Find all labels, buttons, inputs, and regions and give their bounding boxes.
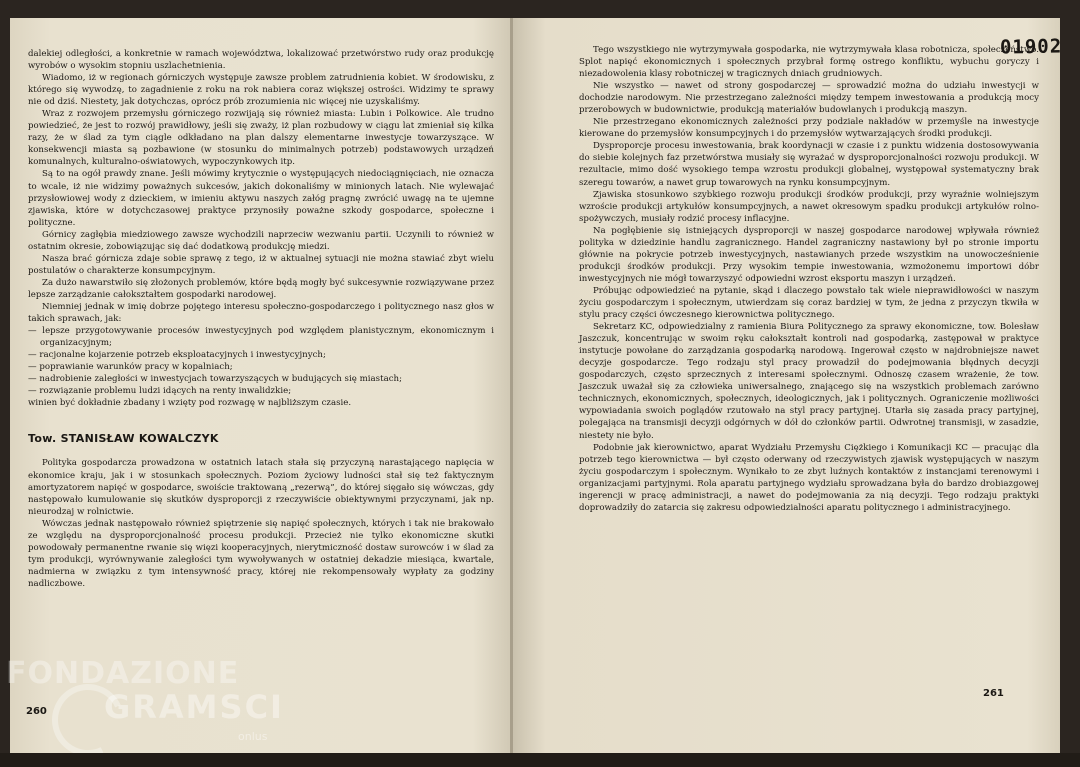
list-item: — lepsze przygotowywanie procesów inwestycyjnych pod względem planistycznym, ekonomicznym i organizacyjnym; <box>28 325 494 349</box>
paragraph: Dysproporcje procesu inwestowania, brak koordynacji w czasie i z punktu widzenia dostosowywania do siebie kolejnych faz przetwórstwa musiały się wyrażać w dysproporcjonalności rozwoju produkcji. W rezultacie, mimo dość wysokiego tempa wzrostu produkcji globalnej, występował systematyczny brak szeregu towarów, a nawet grup towarowych na rynku konsumpcyjnym. <box>579 141 1039 188</box>
paragraph: Tego wszystkiego nie wytrzymywała gospodarka, nie wytrzymywała klasa robotnicza, społeczeństwo. Splot napięć ekonomicznych i społecznych przybrał formę ostrego konfliktu, wybuchu goryczy i niezadowolenia klasy robotniczej w tragicznych dniach grudniowych. <box>579 45 1039 80</box>
list-item: — poprawianie warunków pracy w kopalniach; <box>28 361 494 373</box>
right-page <box>513 18 1060 753</box>
paragraph: Nie przestrzegano ekonomicznych zależności przy podziale nakładów w przemyśle na inwestycje kierowane do przemysłów konsumpcyjnych i do przemysłów wytwarzających środki produkcji. <box>579 117 1039 140</box>
right-page-number: 261 <box>983 688 1004 699</box>
paragraph: Niemniej jednak w imię dobrze pojętego interesu społeczno-gospodarczego i politycznego nasz głos w takich sprawach, jak: <box>28 301 494 325</box>
paragraph: Zjawiska stosunkowo szybkiego rozwoju produkcji środków produkcji, przy wyraźnie wolniejszym wzroście produkcji artykułów konsumpcyjnych, a nawet okresowym spadku produkcji artykułów rolno-spożywczych, musiały rodzić procesy inflacyjne. <box>579 189 1039 224</box>
demands-list <box>28 325 494 397</box>
background-edge <box>0 753 1080 767</box>
paragraph: Są to na ogół prawdy znane. Jeśli mówimy krytycznie o występujących niedociągnięciach, nie oznacza to wcale, iż nie widzimy poważnych sukcesów, jakich dokonaliśmy w minionych latach. Nie wylewajać przysłowiowej wody z dzieckiem, w imieniu aktywu naszych załóg pragnę zwrócić uwagę na te ujemne zjawiska, które w dotychczasowej praktyce przynosiły poważne szkody gospodarce, społeczne i polityczne. <box>28 169 494 228</box>
book-spread <box>10 18 1060 753</box>
left-page-text <box>28 48 494 590</box>
list-item: — racjonalne kojarzenie potrzeb eksploatacyjnych i inwestycyjnych; <box>28 349 494 361</box>
watermark-line1: FONDAZIONE <box>6 656 240 691</box>
left-page-number: 260 <box>26 706 47 717</box>
paragraph: Próbując odpowiedzieć na pytanie, skąd i dlaczego powstało tak wiele nieprawidłowości w naszym życiu gospodarczym i społecznym, utwierdzam się coraz bardziej w tym, że jedna z przyczyn tkwiła w stylu pracy części ówczesnego kierownictwa politycznego. <box>579 285 1039 321</box>
right-page-text <box>579 44 1039 514</box>
paragraph: Wiadomo, iż w regionach górniczych występuje zawsze problem zatrudnienia kobiet. W środowisku, z którego się wywodzę, to zagadnienie z roku na rok nabiera coraz większej ostrości. Widzimy te sprawy nie od dziś. Niestety, jak dotychczas, oprócz prób zrozumienia nic więcej nie uzyskaliśmy. <box>28 73 494 108</box>
paragraph: Na pogłębienie się istniejących dysproporcji w naszej gospodarce narodowej wpływała również polityka w dziedzinie handlu zagranicznego. Handel zagraniczny nastawiony był po stronie importu głównie na pokrycie potrzeb inwestycyjnych, nastawianych przede wszystkim na unowocześnienie produkcji środków produkcji. Przy wysokim tempie inwestowania, wzmożonemu importowi dóbr inwestycyjnych nie mógł towarzyszyć odpowiedni wzrost eksportu maszyn i urządzeń. <box>579 225 1039 284</box>
list-item: — rozwiązanie problemu ludzi idących na renty inwalidzkie; <box>28 385 494 397</box>
left-page <box>10 18 513 753</box>
watermark-line3: onlus <box>238 730 268 743</box>
paragraph: Nie wszystko — nawet od strony gospodarczej — sprowadzić można do udziału inwestycji w dochodzie narodowym. Nie przestrzegano zależności między tempem inwestowania a produkcją mocy przerobowych w budownictwie, produkcją materiałów budowlanych i produkcją maszyn. <box>579 81 1039 116</box>
paragraph: Górnicy zagłębia miedziowego zawsze wychodzili naprzeciw wezwaniu partii. Uczynili to również w ostatnim okresie, zobowiązując się dać dodatkową produkcję miedzi. <box>28 229 494 252</box>
closing-line: winien być dokładnie zbadany i wzięty pod rozwagę w najbliższym czasie. <box>28 398 352 409</box>
archive-number-stamp: 01902 <box>999 35 1063 59</box>
paragraph: Wówczas jednak następowało również spiętrzenie się napięć społecznych, których i tak nie brakowało ze względu na dysproporcjonalność procesu produkcji. Przecież nie tylko ekonomiczne skutki powodowały permanentne rwanie się więzi kooperacyjnych, nierytmiczność dostaw surowców i w ślad za tym produkcji, wyrównywanie zaległości tym wywoływanych w ostatniej dekadzie miesiąca, kwartale, nadmierna w związku z tym intensywność pracy, której nie rekompensowały wypłaty za godziny nadliczbowe. <box>28 518 494 589</box>
list-item: — nadrobienie zaległości w inwestycjach towarzyszących w budujących się miastach; <box>28 373 494 385</box>
speaker-name: STANISŁAW KOWALCZYK <box>60 432 219 446</box>
paragraph: Podobnie jak kierownictwo, aparat Wydziału Przemysłu Ciężkiego i Komunikacji KC — pracując dla potrzeb tego kierownictwa — był często oderwany od rzeczywistych zjawisk występujących w naszym życiu gospodarczym i społecznym. Wynikało to ze zbyt luźnych kontaktów z instancjami terenowymi i organizacjami partyjnymi. Rola aparatu partyjnego wydziału sprowadzana była do bardzo drobiazgowej ingerencji w pracę administracji, a nawet do podejmowania za nią decyzji. Tego rodzaju praktyki doprowadziły do zatarcia się zakresu odpowiedzialności aparatu politycznego i administracyjnego. <box>579 442 1039 513</box>
watermark-line2: GRAMSCI <box>104 688 284 726</box>
speaker-heading <box>28 433 494 445</box>
speaker-prefix: Tow. <box>28 432 57 446</box>
paragraph: Polityka gospodarcza prowadzona w ostatnich latach stała się przyczyną narastającego napięcia w ekonomice kraju, jak i w stosunkach społecznych. Poziom życiowy ludności stał się też faktycznym amortyzatorem napięć w gospodarce, swoiście traktowaną „rezerwą”, do której sięgało się wówczas, gdy następowało kumulowanie się skutków dysproporcji z rzeczywiście obiektywnymi przyczynami, jak np. nieurodzaj w rolnictwie. <box>28 458 494 517</box>
paragraph: Wraz z rozwojem przemysłu górniczego rozwijają się również miasta: Lubin i Polkowice. Ale trudno powiedzieć, że jest to rozwój prawidłowy, jeśli się zważy, iż plan rozbudowy w ciągu lat zmieniał się kilka razy, że w ślad za tym ciągle odkładano na plan dalszy elementarne inwestycje towarzyszące. W konsekwencji miasta są pozbawione (w stosunku do minimalnych potrzeb) podstawowych urządzeń komunalnych, kulturalno-oświatowych, wypoczynkowych itp. <box>28 109 494 168</box>
paragraph: Sekretarz KC, odpowiedzialny z ramienia Biura Politycznego za sprawy ekonomiczne, tow. Bolesław Jaszczuk, koncentrując w swoim ręku całokształt kontroli nad gospodarką, zastępował w praktyce instytucje powołane do zarządzania gospodarką narodową. Ingerował często w najdrobniejsze nawet decyzje gospodarcze. Tego rodzaju styl pracy prowadził do podejmowania błędnych decyzji gospodarczych, często sprzecznych z interesami społecznymi. Odnoszę czasem wrażenie, że tow. Jaszczuk uważał się za człowieka uniwersalnego, znającego się na wszystkich problemach zarówno technicznych, ekonomicznych, społecznych, ideologicznych, jak i politycznych. Ograniczenie możliwości wypowiadania swoich poglądów rzutowało na styl pracy partyjnej. Utarła się zasada pracy partyjnej, polegająca na transmisji decyzji odgórnych w dół do członków partii. Odwrotnej transmisji, w zasadzie, niestety nie było. <box>579 322 1039 441</box>
paragraph: Za dużo nawarstwiło się złożonych problemów, które będą mogły być sukcesywnie rozwiązywane przez lepsze zarządzanie całokształtem gospodarki narodowej. <box>28 277 494 300</box>
paragraph: dalekiej odległości, a konkretnie w ramach województwa, lokalizować przetwórstwo rudy oraz produkcję wyrobów o wysokim stopniu uszlachetnienia. <box>28 49 494 72</box>
paragraph: Nasza brać górnicza zdaje sobie sprawę z tego, iż w aktualnej sytuacji nie można stawiać zbyt wielu postulatów o charakterze konsumpcyjnym. <box>28 253 494 276</box>
